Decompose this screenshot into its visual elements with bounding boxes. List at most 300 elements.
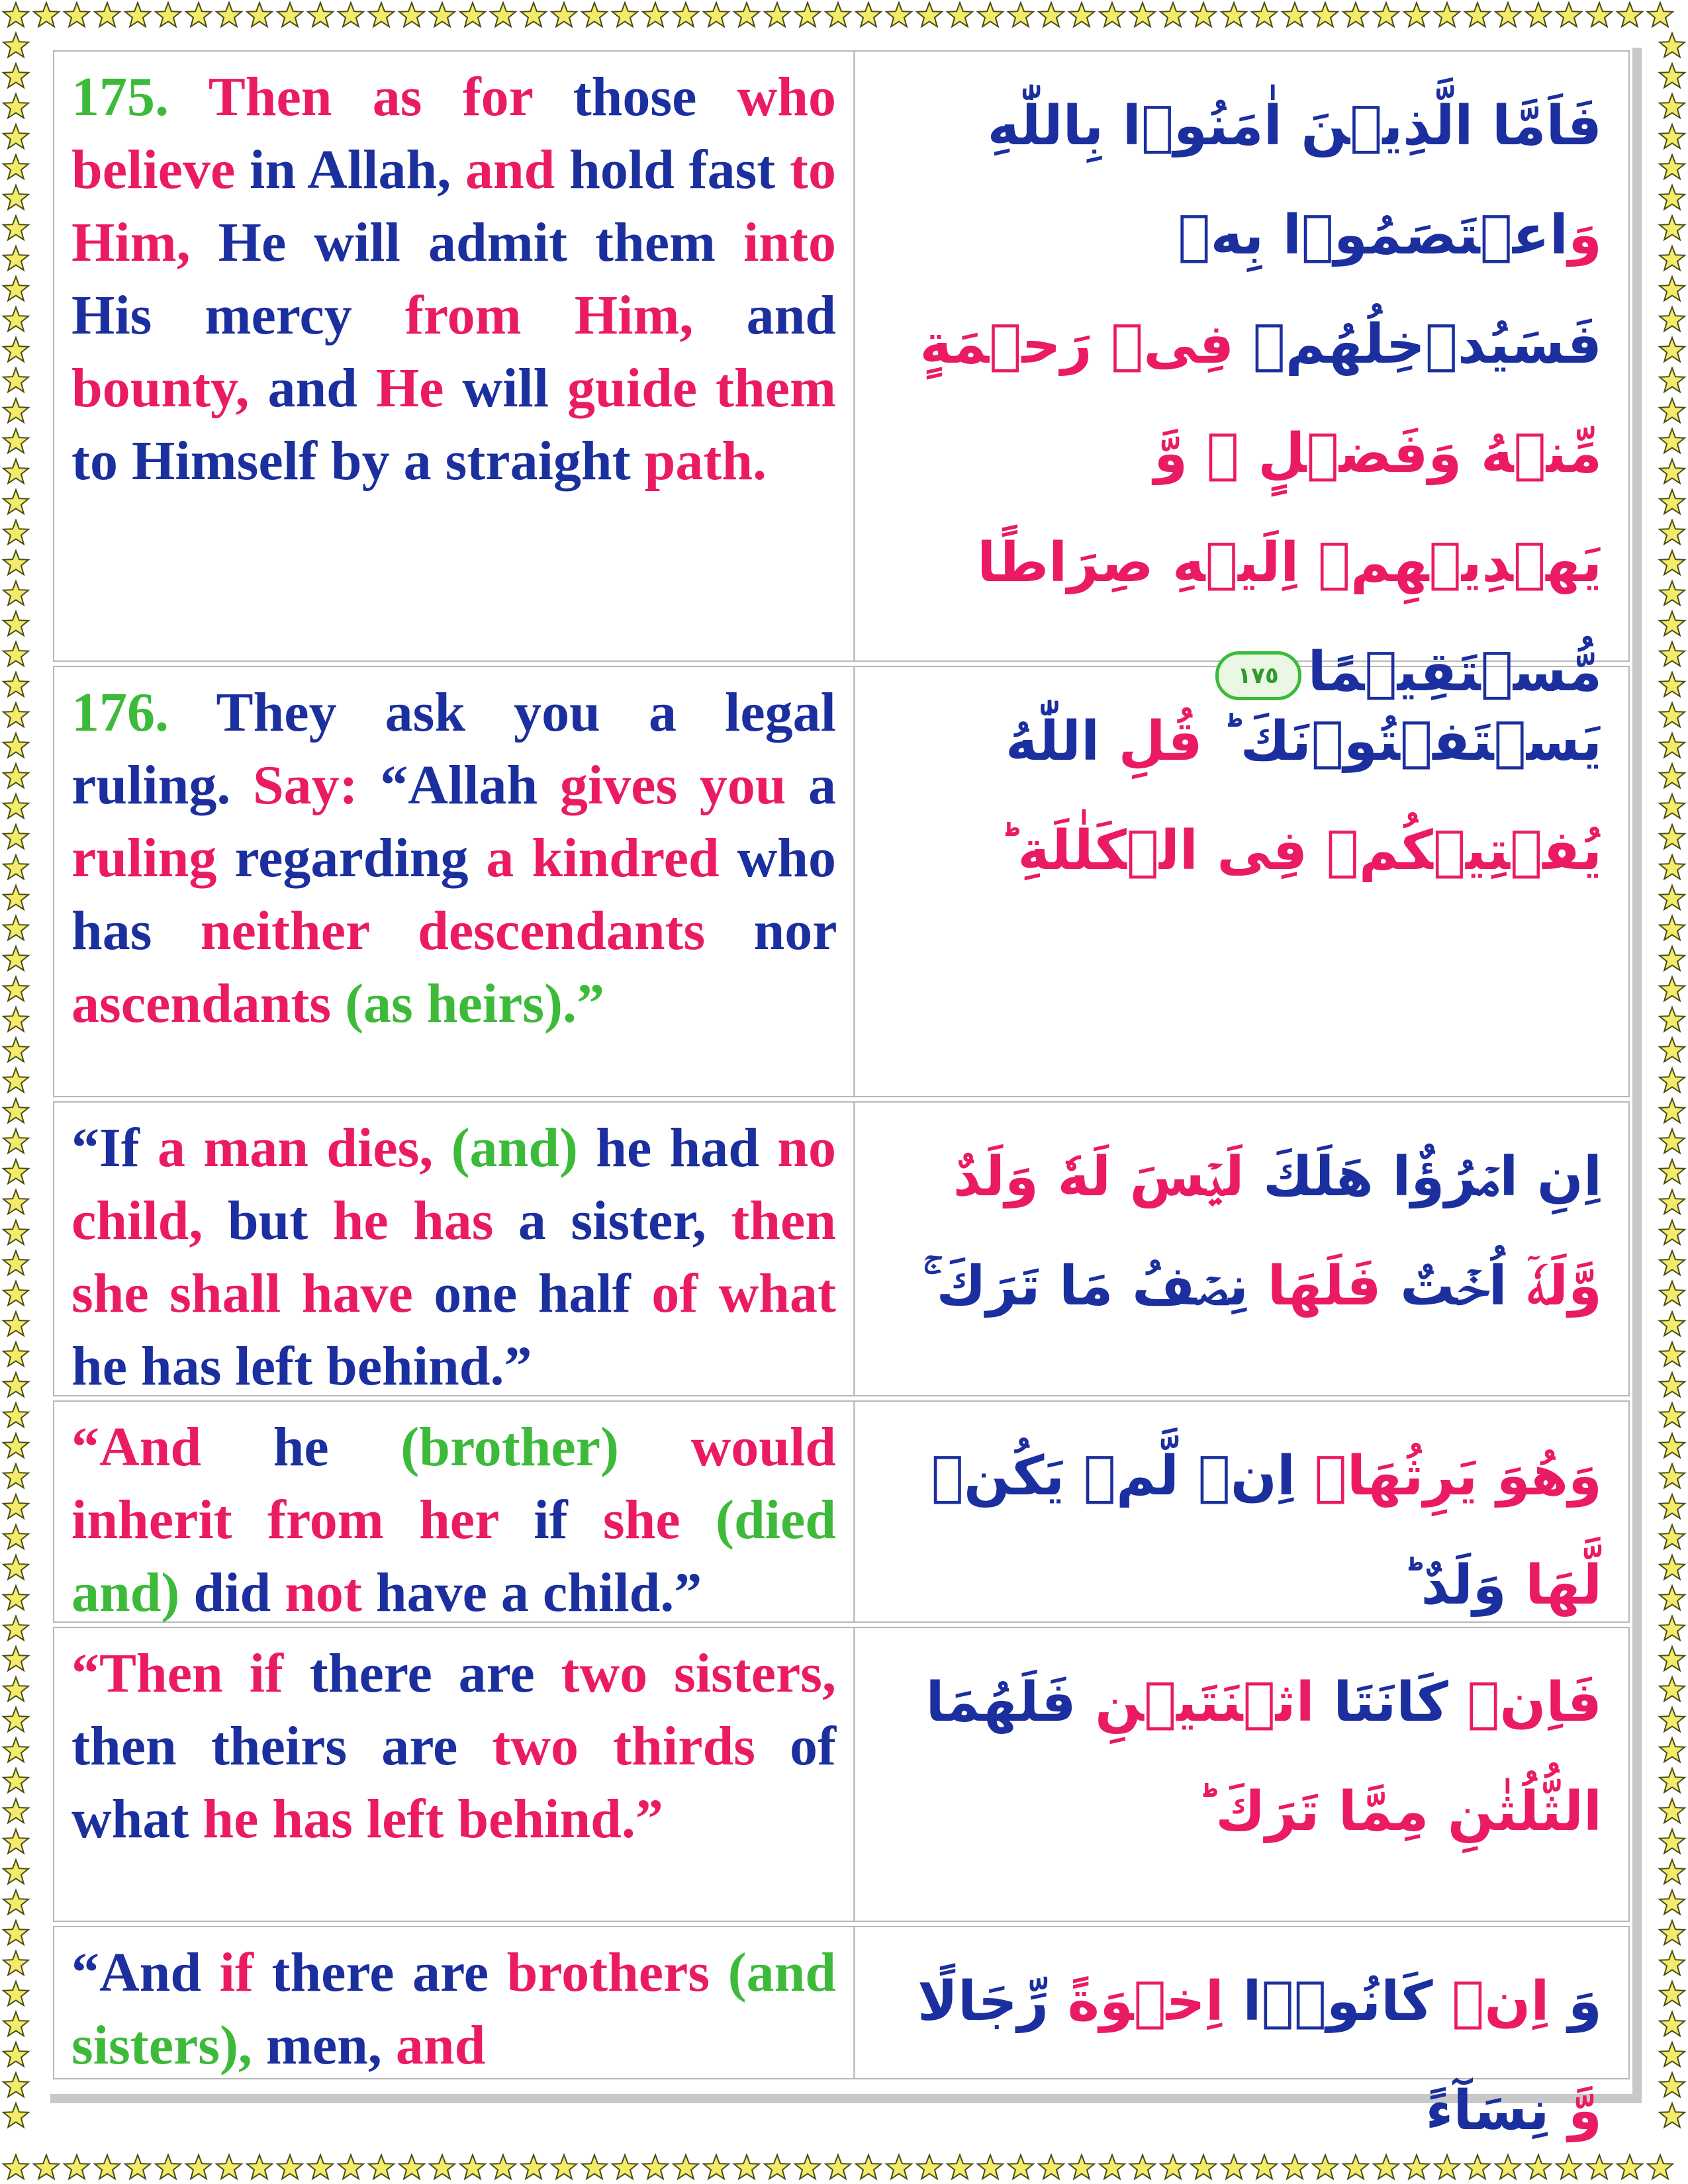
arabic-segment: فَلَهَا	[1248, 1255, 1382, 1318]
translation-segment: bounty,	[71, 357, 250, 419]
border-star-icon	[1526, 3, 1551, 26]
english-translation	[54, 1628, 855, 1921]
arabic-text	[855, 1628, 1628, 1921]
translation-segment: brothers	[489, 1942, 710, 2003]
arabic-text	[855, 667, 1628, 1096]
translation-segment: from	[352, 285, 522, 346]
translation-segment: there	[283, 1643, 432, 1704]
translation-segment: a man dies,	[139, 1117, 434, 1179]
border-star-icon	[856, 2155, 881, 2179]
border-star-icon	[3, 185, 28, 209]
translation-segment: neither	[152, 900, 369, 962]
border-star-icon	[3, 1342, 28, 1366]
border-star-icon	[1660, 429, 1685, 453]
arabic-segment: اُخۡتٌ	[1381, 1255, 1507, 1318]
border-star-icon	[3, 1981, 28, 2005]
border-star-icon	[1660, 1373, 1685, 1396]
translation-segment: path.	[630, 430, 767, 492]
translation-segment: a	[600, 682, 677, 743]
border-star-icon	[186, 2155, 211, 2179]
border-star-icon	[3, 642, 28, 666]
verse-row	[53, 1627, 1630, 1922]
border-star-icon	[3, 551, 28, 574]
arabic-segment: مُّسۡتَقِيۡمًا	[1307, 641, 1602, 704]
border-star-icon	[1660, 1890, 1685, 1914]
border-star-icon	[1660, 398, 1685, 422]
border-star-icon	[3, 1647, 28, 1670]
arabic-segment: وَهُوَ يَرِثُهَاۤ	[1295, 1445, 1602, 1508]
border-star-icon	[3, 33, 28, 57]
translation-segment: “And	[71, 1416, 202, 1478]
border-star-icon	[1660, 1403, 1685, 1427]
arabic-segment: الۡكَلٰلَةِ ؕ	[998, 819, 1198, 882]
border-star-icon	[856, 3, 881, 26]
translation-segment: by	[316, 430, 390, 492]
translation-segment: 176.	[71, 682, 169, 743]
translation-segment: legal	[676, 682, 836, 743]
border-star-icon	[1660, 1220, 1685, 1244]
border-star-icon	[1660, 1555, 1685, 1579]
border-star-icon	[1660, 490, 1685, 514]
border-star-icon	[1660, 1921, 1685, 1944]
border-star-icon	[521, 2155, 546, 2179]
border-star-icon	[1343, 3, 1368, 26]
border-star-icon	[3, 1190, 28, 1214]
translation-segment: (as heirs).”	[331, 973, 605, 1034]
translation-segment: ascendants	[71, 973, 332, 1034]
border-star-icon	[673, 3, 698, 26]
arabic-segment: يُفۡتِيۡكُمۡ فِى	[1197, 819, 1602, 882]
border-star-icon	[1660, 581, 1685, 605]
translation-segment: theirs	[176, 1715, 348, 1777]
border-star-icon	[369, 3, 394, 26]
border-star-icon	[612, 3, 637, 26]
border-star-icon	[1660, 33, 1685, 57]
border-star-icon	[308, 2155, 333, 2179]
arabic-segment: اِنِ امۡرُؤٌا هَلَكَ	[1244, 1146, 1602, 1208]
border-star-icon	[1660, 1433, 1685, 1457]
translation-segment: he	[201, 1416, 329, 1478]
arabic-segment: وَلَدٌ ؕ	[1402, 1554, 1507, 1617]
border-star-icon	[1660, 733, 1685, 757]
translation-segment: has	[71, 900, 152, 962]
translation-segment: then	[71, 1715, 177, 1777]
translation-segment: He	[190, 212, 287, 273]
border-star-icon	[3, 612, 28, 635]
border-star-icon	[1313, 2155, 1338, 2179]
border-star-icon	[1660, 642, 1685, 666]
translation-segment: Say:	[230, 754, 358, 816]
translation-segment: two	[534, 1643, 648, 1704]
translation-segment: what	[71, 1788, 189, 1850]
border-star-icon	[1660, 1099, 1685, 1122]
translation-segment: there	[253, 1942, 395, 2003]
border-star-icon	[1660, 1647, 1685, 1670]
border-star-icon	[1660, 1129, 1685, 1153]
translation-segment: nor	[705, 900, 837, 962]
arabic-segment: فَاِنۡ	[1448, 1671, 1602, 1734]
translation-segment: and	[381, 2015, 486, 2076]
arabic-segment: اعۡتَصَمُوۡا	[1264, 204, 1569, 267]
translation-segment: and)	[71, 1562, 180, 1623]
verse-row	[53, 1400, 1630, 1623]
border-star-icon	[1660, 1312, 1685, 1336]
border-star-icon	[95, 3, 120, 26]
translation-segment: has	[258, 1788, 353, 1850]
translation-segment: to	[71, 430, 118, 492]
border-star-icon	[186, 3, 211, 26]
border-star-icon	[1660, 1799, 1685, 1823]
translation-segment: she	[567, 1489, 680, 1551]
border-star-icon	[1660, 1038, 1685, 1062]
border-star-icon	[460, 3, 485, 26]
arabic-segment: وَّ	[1549, 2079, 1602, 2142]
border-star-icon	[3, 1768, 28, 1792]
border-star-icon	[430, 3, 455, 26]
translation-segment: inherit from her	[71, 1489, 498, 1551]
arabic-segment: وَفَضۡلٍ ۙ وَّ يَهۡدِيۡهِمۡ اِلَيۡهِ صِرَاطًا	[977, 422, 1602, 594]
border-star-icon	[1343, 2155, 1368, 2179]
border-star-icon	[1660, 307, 1685, 331]
border-star-icon	[1660, 1464, 1685, 1488]
border-star-icon	[3, 2155, 28, 2179]
translation-segment: if	[201, 1942, 254, 2003]
border-star-icon	[1660, 459, 1685, 483]
translation-segment: 175.	[71, 66, 169, 128]
translation-segment: men,	[252, 2015, 382, 2076]
border-star-icon	[1130, 3, 1155, 26]
border-star-icon	[1434, 3, 1460, 26]
border-star-icon	[3, 1829, 28, 1853]
border-star-icon	[125, 3, 150, 26]
border-star-icon	[1039, 3, 1064, 26]
border-star-icon	[3, 2103, 28, 2127]
arabic-text	[855, 1402, 1628, 1621]
translation-segment: who	[719, 827, 836, 889]
border-star-icon	[3, 429, 28, 453]
border-star-icon	[1660, 1981, 1685, 2005]
border-star-icon	[1660, 1281, 1685, 1305]
border-star-icon	[3, 855, 28, 879]
border-star-icon	[3, 1890, 28, 1914]
border-star-icon	[34, 2155, 59, 2179]
border-star-icon	[3, 1251, 28, 1275]
border-star-icon	[582, 2155, 607, 2179]
border-star-icon	[430, 2155, 455, 2179]
border-star-icon	[1648, 2155, 1673, 2179]
border-star-icon	[1660, 886, 1685, 909]
arabic-segment: فِىۡ رَحۡمَةٍ مِّنۡهُ	[919, 313, 1602, 485]
border-star-icon	[3, 946, 28, 970]
border-star-icon	[216, 3, 242, 26]
border-star-icon	[825, 3, 851, 26]
translation-segment: ruling.	[71, 754, 231, 816]
border-star-icon	[1660, 1007, 1685, 1031]
border-star-icon	[3, 1921, 28, 1944]
border-star-icon	[3, 459, 28, 483]
translation-segment: of what	[630, 1263, 836, 1324]
border-star-icon	[3, 1007, 28, 1031]
border-star-icon	[978, 3, 1003, 26]
border-star-icon	[3, 886, 28, 909]
border-star-icon	[247, 3, 272, 26]
english-translation	[54, 667, 855, 1096]
border-star-icon	[1282, 3, 1307, 26]
translation-segment: in	[235, 139, 297, 201]
border-star-icon	[3, 1951, 28, 1975]
arabic-segment: اِنۡ لَّمۡ يَكُنۡ	[931, 1445, 1295, 1508]
border-star-icon	[3, 733, 28, 757]
border-star-icon	[3, 307, 28, 331]
border-star-icon	[3, 1312, 28, 1336]
border-star-icon	[277, 2155, 303, 2179]
translation-segment: are	[394, 1942, 489, 2003]
translation-segment: descendants	[369, 900, 706, 962]
verse-row	[53, 1101, 1630, 1396]
translation-segment: hold	[555, 139, 675, 201]
border-star-icon	[1130, 2155, 1155, 2179]
border-star-icon	[1660, 551, 1685, 574]
arabic-segment: لَيۡسَ لَهٗ	[1038, 1146, 1244, 1208]
border-star-icon	[64, 3, 89, 26]
border-star-icon	[3, 1403, 28, 1427]
border-star-icon	[95, 2155, 120, 2179]
translation-segment: “Allah	[357, 754, 538, 816]
border-star-icon	[1404, 3, 1429, 26]
translation-segment: regarding	[216, 827, 469, 889]
border-star-icon	[3, 277, 28, 300]
border-star-icon	[3, 3, 28, 26]
border-star-icon	[3, 1616, 28, 1640]
translation-segment: but	[203, 1190, 308, 1251]
border-star-icon	[1191, 3, 1216, 26]
arabic-segment: فَلَهُمَا	[925, 1671, 1076, 1734]
border-star-icon	[3, 64, 28, 87]
border-star-icon	[3, 977, 28, 1001]
translation-segment: he has	[308, 1190, 494, 1251]
arabic-segment: وَ	[1568, 204, 1602, 267]
translation-segment: Him,	[71, 212, 191, 273]
border-star-icon	[1660, 1707, 1685, 1731]
border-star-icon	[3, 2012, 28, 2036]
ayah-number-marker: ١٧٥	[1215, 651, 1301, 700]
translation-segment: “If	[71, 1117, 140, 1179]
border-star-icon	[1660, 1342, 1685, 1366]
border-star-icon	[1617, 2155, 1642, 2179]
translation-segment: (died	[680, 1489, 837, 1551]
arabic-segment: وَلَدٌ وَّلَهٗۤ	[953, 1146, 1602, 1318]
translation-segment: a	[468, 827, 514, 889]
border-star-icon	[1660, 1190, 1685, 1214]
border-star-icon	[1660, 1677, 1685, 1701]
translation-segment: are	[347, 1715, 458, 1777]
translation-segment: will	[444, 357, 549, 419]
border-star-icon	[1069, 2155, 1094, 2179]
arabic-segment: قُلِ	[1100, 710, 1203, 773]
translation-segment: He	[357, 357, 444, 419]
border-star-icon	[3, 1433, 28, 1457]
border-star-icon	[886, 2155, 912, 2179]
arabic-segment: بِهٖ فَسَيُدۡخِلُهُمۡ	[1178, 204, 1602, 376]
border-star-icon	[1660, 277, 1685, 300]
border-star-icon	[1660, 2103, 1685, 2127]
english-translation	[54, 52, 855, 660]
arabic-segment: لَّهَا	[1506, 1554, 1602, 1617]
translation-segment: if	[222, 1643, 283, 1704]
border-star-icon	[1660, 94, 1685, 118]
english-translation	[54, 1402, 855, 1621]
border-star-icon	[1660, 1251, 1685, 1275]
arabic-segment: اِخۡوَةً	[1049, 1970, 1224, 2033]
translation-segment: (and	[710, 1942, 836, 2003]
translation-segment: who	[696, 66, 836, 128]
border-star-icon	[1660, 64, 1685, 87]
border-star-icon	[1252, 3, 1277, 26]
translation-segment: and	[451, 139, 555, 201]
border-star-icon	[1660, 2042, 1685, 2066]
arabic-segment: مِمَّا تَرَكَ ؕ	[1196, 1780, 1429, 1843]
border-star-icon	[1556, 3, 1581, 26]
border-star-icon	[1660, 1829, 1685, 1853]
translation-segment: guide	[549, 357, 698, 419]
border-star-icon	[734, 3, 759, 26]
translation-segment: kindred	[514, 827, 720, 889]
translation-segment: Him,	[521, 285, 694, 346]
english-translation	[54, 1103, 855, 1395]
border-star-icon	[765, 2155, 790, 2179]
translation-segment: ruling	[71, 827, 217, 889]
border-star-icon	[704, 3, 729, 26]
border-star-icon	[3, 1707, 28, 1731]
border-star-icon	[582, 3, 607, 26]
verse-row	[53, 50, 1630, 704]
border-star-icon	[1660, 1738, 1685, 1762]
border-star-icon	[1282, 2155, 1307, 2179]
border-star-icon	[247, 2155, 272, 2179]
border-star-icon	[369, 2155, 394, 2179]
border-star-icon	[3, 1738, 28, 1762]
border-star-icon	[765, 3, 790, 26]
border-star-icon	[1660, 1494, 1685, 1518]
border-star-icon	[3, 1586, 28, 1610]
border-star-icon	[3, 338, 28, 361]
translation-segment: “And	[71, 1942, 202, 2003]
border-star-icon	[1660, 672, 1685, 696]
border-star-icon	[1660, 916, 1685, 940]
border-star-icon	[3, 1799, 28, 1823]
translation-segment: you	[465, 682, 600, 743]
border-star-icon	[3, 916, 28, 940]
translation-segment: “Then	[71, 1643, 223, 1704]
border-star-icon	[1660, 612, 1685, 635]
arabic-text	[855, 1927, 1628, 2142]
border-star-icon	[3, 124, 28, 148]
border-star-icon	[3, 398, 28, 422]
border-star-icon	[1100, 2155, 1125, 2179]
border-star-icon	[3, 1099, 28, 1122]
translation-segment: did	[179, 1562, 271, 1623]
border-star-icon	[3, 94, 28, 118]
border-star-icon	[1313, 3, 1338, 26]
border-star-icon	[795, 2155, 820, 2179]
border-star-icon	[125, 2155, 150, 2179]
border-star-icon	[978, 2155, 1003, 2179]
border-star-icon	[1374, 3, 1399, 26]
border-star-icon	[1660, 1616, 1685, 1640]
border-star-icon	[551, 3, 577, 26]
border-star-icon	[1191, 2155, 1216, 2179]
border-star-icon	[1495, 3, 1521, 26]
border-star-icon	[1617, 3, 1642, 26]
border-star-icon	[1660, 977, 1685, 1001]
border-star-icon	[399, 3, 424, 26]
border-star-icon	[3, 703, 28, 727]
translation-segment: Himself	[117, 430, 317, 492]
arabic-segment: فَاَمَّا الَّذِيۡنَ اٰمَنُوۡا بِاللّٰهِ	[987, 95, 1602, 158]
translation-segment: a	[389, 430, 432, 492]
border-star-icon	[1660, 1860, 1685, 1884]
border-star-icon	[338, 3, 363, 26]
border-star-icon	[3, 1373, 28, 1396]
border-star-icon	[1100, 3, 1125, 26]
border-star-icon	[3, 216, 28, 240]
translation-segment: then she shall have	[71, 1190, 836, 1324]
border-star-icon	[825, 2155, 851, 2179]
border-star-icon	[399, 2155, 424, 2179]
border-star-icon	[3, 825, 28, 848]
translation-segment: sisters),	[71, 2015, 252, 2076]
translation-segment: sisters,	[647, 1643, 836, 1704]
border-star-icon	[1660, 794, 1685, 818]
border-star-icon	[947, 2155, 972, 2179]
border-star-icon	[3, 764, 28, 788]
border-star-icon	[1039, 2155, 1064, 2179]
border-star-icon	[3, 2042, 28, 2066]
border-star-icon	[1660, 1586, 1685, 1610]
translation-segment: thirds	[579, 1715, 755, 1777]
border-star-icon	[734, 2155, 759, 2179]
english-translation	[54, 1927, 855, 2078]
border-star-icon	[795, 3, 820, 26]
border-star-icon	[1160, 3, 1186, 26]
translation-segment: gives	[538, 754, 678, 816]
border-star-icon	[3, 1281, 28, 1305]
border-star-icon	[886, 3, 912, 26]
translation-segment: one half	[412, 1263, 631, 1324]
border-star-icon	[3, 581, 28, 605]
border-star-icon	[64, 2155, 89, 2179]
arabic-segment: نِصۡفُ مَا تَرَكَ ۚ	[923, 1255, 1248, 1318]
translation-segment: not	[271, 1562, 362, 1623]
translation-segment: Then	[169, 66, 332, 128]
translation-segment: ask	[336, 682, 466, 743]
arabic-text	[855, 52, 1628, 704]
border-star-icon	[3, 246, 28, 270]
verse-row	[53, 1926, 1630, 2142]
translation-segment: Allah,	[296, 139, 451, 201]
border-star-icon	[917, 2155, 942, 2179]
border-star-icon	[1221, 2155, 1246, 2179]
border-star-icon	[1648, 3, 1673, 26]
border-star-icon	[1660, 764, 1685, 788]
border-star-icon	[308, 3, 333, 26]
translation-segment: (brother)	[328, 1416, 619, 1478]
border-star-icon	[3, 1677, 28, 1701]
border-star-icon	[1660, 124, 1685, 148]
translation-segment: he has left behind.”	[71, 1336, 532, 1397]
arabic-segment: يَسۡتَفۡتُوۡنَكَ ؕ	[1202, 710, 1602, 773]
border-star-icon	[1008, 2155, 1033, 2179]
